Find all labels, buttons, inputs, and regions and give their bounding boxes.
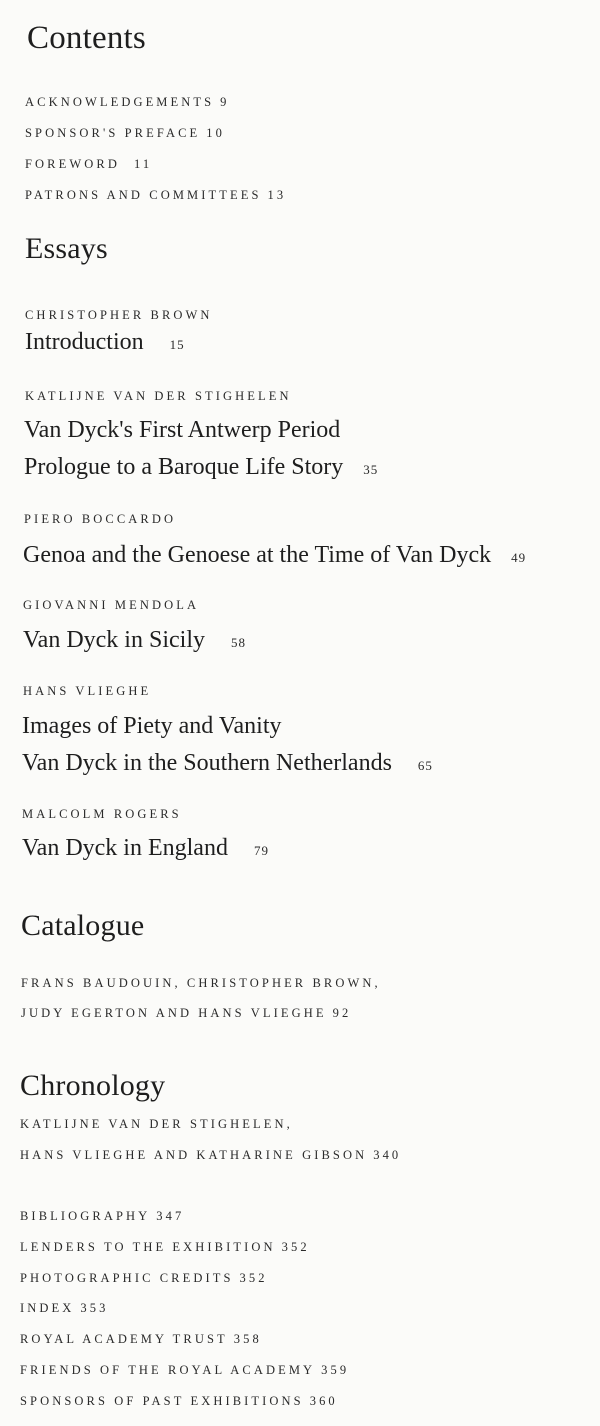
page-number: 35: [363, 462, 379, 477]
page-number: 92: [332, 1006, 352, 1020]
catalogue-heading[interactable]: Catalogue: [21, 909, 145, 942]
page-number: 10: [206, 126, 225, 140]
essay-title-england[interactable]: Van Dyck in England 79: [22, 835, 269, 861]
essay-author: CHRISTOPHER BROWN: [25, 308, 213, 322]
page-number: 9: [220, 95, 230, 109]
toc-item-sponsors-preface[interactable]: SPONSOR'S PREFACE 10: [25, 126, 225, 140]
page-number: 352: [281, 1240, 310, 1254]
catalogue-authors-line1: FRANS BAUDOUIN, CHRISTOPHER BROWN,: [21, 976, 381, 990]
page-number: 11: [133, 157, 153, 171]
toc-item-index[interactable]: INDEX 353: [20, 1301, 109, 1315]
essays-heading: Essays: [25, 232, 108, 265]
essay-title-sicily[interactable]: Van Dyck in Sicily 58: [23, 627, 246, 653]
toc-item-foreword[interactable]: FOREWORD 11: [25, 157, 153, 171]
page-number: 360: [309, 1394, 338, 1408]
toc-item-friends-of-the-royal-academy[interactable]: FRIENDS OF THE ROYAL ACADEMY 359: [20, 1363, 350, 1377]
page-number: 15: [169, 337, 185, 352]
essay-subtitle-southern-netherlands[interactable]: Van Dyck in the Southern Netherlands 65: [22, 750, 433, 776]
page-number: 13: [267, 188, 287, 202]
chronology-authors-line2: HANS VLIEGHE AND KATHARINE GIBSON 340: [20, 1148, 402, 1162]
essay-author: KATLIJNE VAN DER STIGHELEN: [25, 389, 292, 403]
contents-heading: Contents: [27, 20, 146, 56]
page-number: 65: [417, 758, 433, 773]
page-number: 353: [80, 1301, 109, 1315]
essay-title-first-antwerp-period[interactable]: Van Dyck's First Antwerp Period: [24, 417, 341, 443]
toc-item-patrons-and-committees[interactable]: PATRONS AND COMMITTEES 13: [25, 188, 287, 202]
page-number: 340: [373, 1148, 402, 1162]
catalogue-authors-line2: JUDY EGERTON AND HANS VLIEGHE 92: [21, 1006, 352, 1020]
page-number: 352: [239, 1271, 268, 1285]
chronology-heading[interactable]: Chronology: [20, 1069, 166, 1102]
page-number: 49: [511, 550, 527, 565]
toc-item-lenders[interactable]: LENDERS TO THE EXHIBITION 352: [20, 1240, 310, 1254]
essay-author: PIERO BOCCARDO: [24, 512, 177, 526]
essay-title-genoa[interactable]: Genoa and the Genoese at the Time of Van Dyck 49: [23, 542, 527, 568]
essay-subtitle-prologue[interactable]: Prologue to a Baroque Life Story 35: [24, 454, 379, 480]
essay-title-piety-and-vanity[interactable]: Images of Piety and Vanity: [22, 713, 282, 739]
toc-item-photographic-credits[interactable]: PHOTOGRAPHIC CREDITS 352: [20, 1271, 268, 1285]
essay-author: GIOVANNI MENDOLA: [23, 598, 200, 612]
essay-title-introduction[interactable]: Introduction 15: [25, 329, 185, 355]
toc-item-sponsors-of-past-exhibitions[interactable]: SPONSORS OF PAST EXHIBITIONS 360: [20, 1394, 338, 1408]
toc-item-bibliography[interactable]: BIBLIOGRAPHY 347: [20, 1209, 185, 1223]
toc-item-royal-academy-trust[interactable]: ROYAL ACADEMY TRUST 358: [20, 1332, 262, 1346]
page-number: 358: [233, 1332, 262, 1346]
chronology-authors-line1: KATLIJNE VAN DER STIGHELEN,: [20, 1117, 293, 1131]
page-number: 79: [253, 843, 269, 858]
toc-item-acknowledgements[interactable]: ACKNOWLEDGEMENTS 9: [25, 95, 230, 109]
essay-author: MALCOLM ROGERS: [22, 807, 182, 821]
page-number: 347: [156, 1209, 185, 1223]
page-number: 359: [321, 1363, 350, 1377]
essay-author: HANS VLIEGHE: [23, 684, 152, 698]
page-number: 58: [230, 635, 246, 650]
